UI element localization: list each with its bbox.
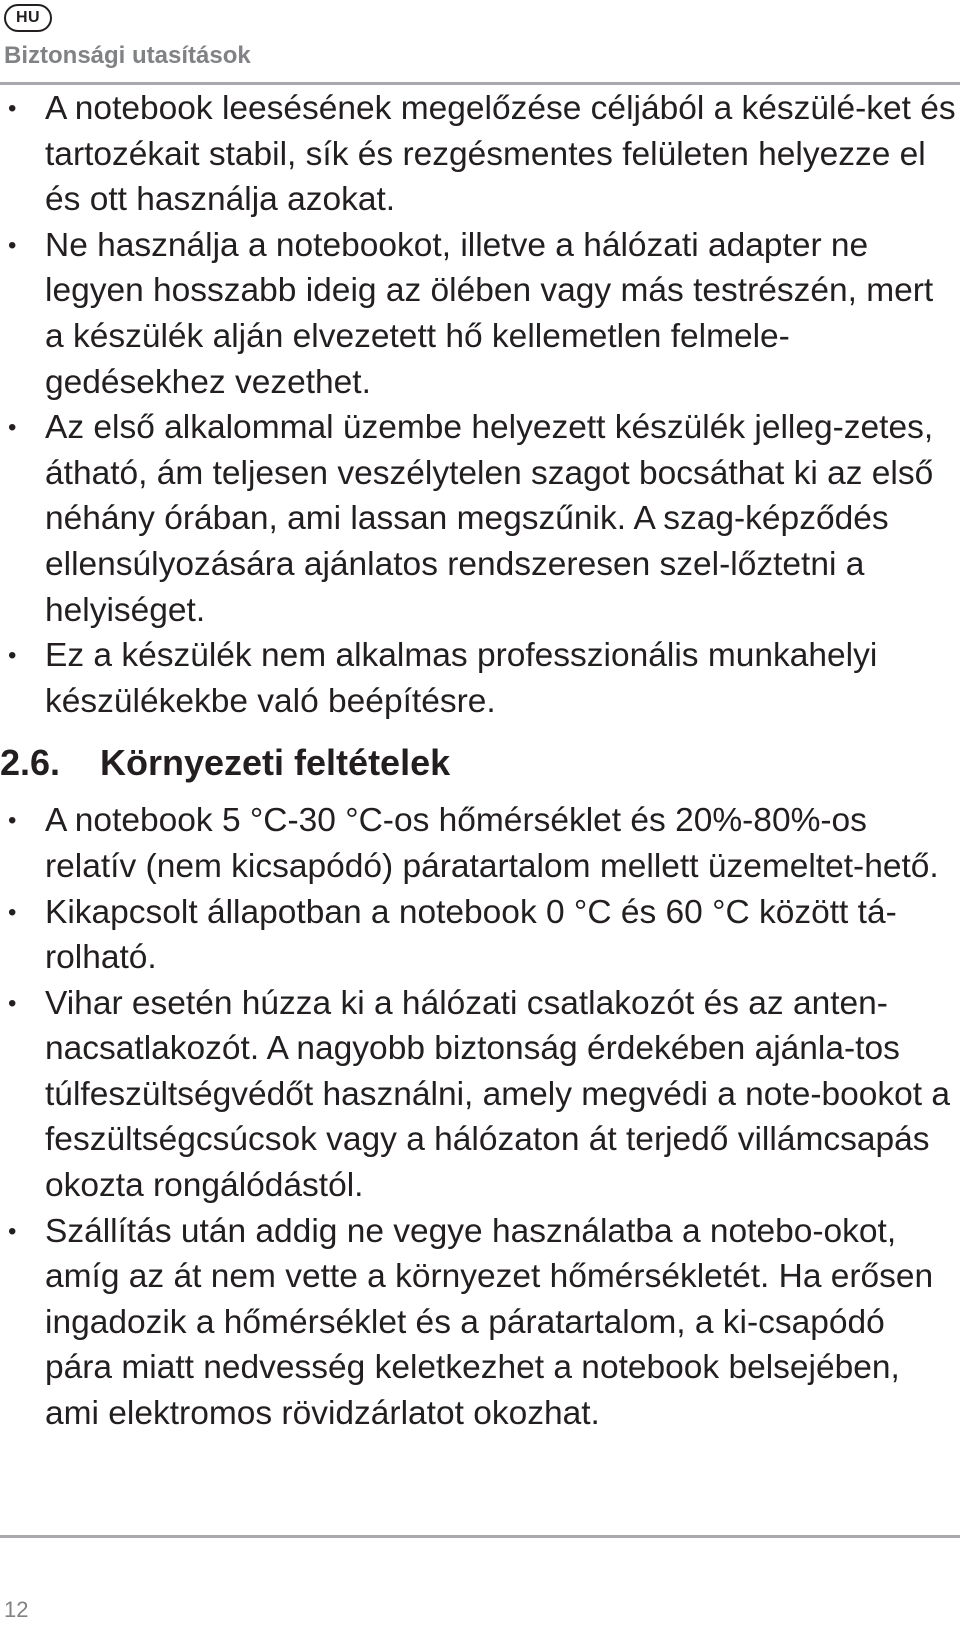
list-item-text: Az első alkalommal üzembe helyezett készülék jelleg-zetes, átható, ám teljesen veszélytelen szagot bocsáthat ki az első néhány órában, ami lassan megszűnik. A szag-képződés ellensúlyozására ajánlatos rendszeresen szel-lőztetni a helyiséget. [45, 409, 934, 629]
list-item-text: A notebook leesésének megelőzése céljából a készülé-ket és tartozékait stabil, sík és rezgésmentes felületen helyezze el és ott használja azokat. [45, 90, 956, 219]
list-item-text: Ez a készülék nem alkalmas professzionális munkahelyi készülékekbe való beépítésre. [45, 637, 878, 720]
environment-list [0, 798, 956, 1436]
bullet-icon: • [8, 414, 17, 442]
bullet-icon: • [8, 642, 17, 670]
list-item-text: Szállítás után addig ne vegye használatba a notebo-okot, amíg az át nem vette a környezet hőmérsékletét. Ha erősen ingadozik a hőmérséklet és a páratartalom, a ki-csapódó pára miatt nedvesség keletkezhet a notebook belsejében, ami elektromos rövidzárlatot okozhat. [45, 1212, 934, 1433]
bullet-icon: • [8, 898, 17, 926]
list-item [0, 981, 956, 1209]
footer-divider [0, 1535, 960, 1538]
page-number: 12 [4, 1597, 29, 1622]
section-heading [0, 738, 956, 788]
list-item [0, 405, 956, 633]
list-item-text: A notebook 5 °C-30 °C-os hőmérséklet és 20%-80%-os relatív (nem kicsapódó) páratartalom mellett üzemeltet-hető. [45, 802, 939, 885]
list-item [0, 86, 956, 223]
section-title: Környezeti feltételek [100, 742, 451, 784]
list-item-text: Ne használja a notebookot, illetve a hálózati adapter ne legyen hosszabb ideig az ölében vagy más testrészén, mert a készülék alján elvezetett hő kellemetlen felmele-gedésekhez vezethet. [45, 226, 934, 401]
bullet-icon: • [8, 807, 17, 835]
list-item [0, 633, 956, 724]
bullet-icon: • [8, 231, 17, 259]
language-badge: HU [4, 4, 52, 32]
running-header-title: Biztonsági utasítások [4, 42, 251, 69]
safety-list [0, 86, 956, 724]
list-item [0, 798, 956, 889]
page-content [0, 86, 956, 1437]
list-item-text: Vihar esetén húzza ki a hálózati csatlakozót és az anten-nacsatlakozót. A nagyobb biztonság érdekében ajánla-tos túlfeszültségvédőt használni, amely megvédi a note-bookot a feszültségcsúcsok vagy a hálózaton át terjedő villámcsapás okozta rongálódástól. [45, 984, 951, 1205]
list-item [0, 1209, 956, 1437]
bullet-icon: • [8, 95, 17, 122]
list-item [0, 890, 956, 981]
bullet-icon: • [8, 989, 17, 1017]
section-number: 2.6. [0, 742, 61, 784]
header-divider [0, 82, 960, 85]
bullet-icon: • [8, 1217, 17, 1245]
list-item [0, 223, 956, 405]
list-item-text: Kikapcsolt állapotban a notebook 0 °C és 60 °C között tá-rolható. [45, 893, 897, 977]
